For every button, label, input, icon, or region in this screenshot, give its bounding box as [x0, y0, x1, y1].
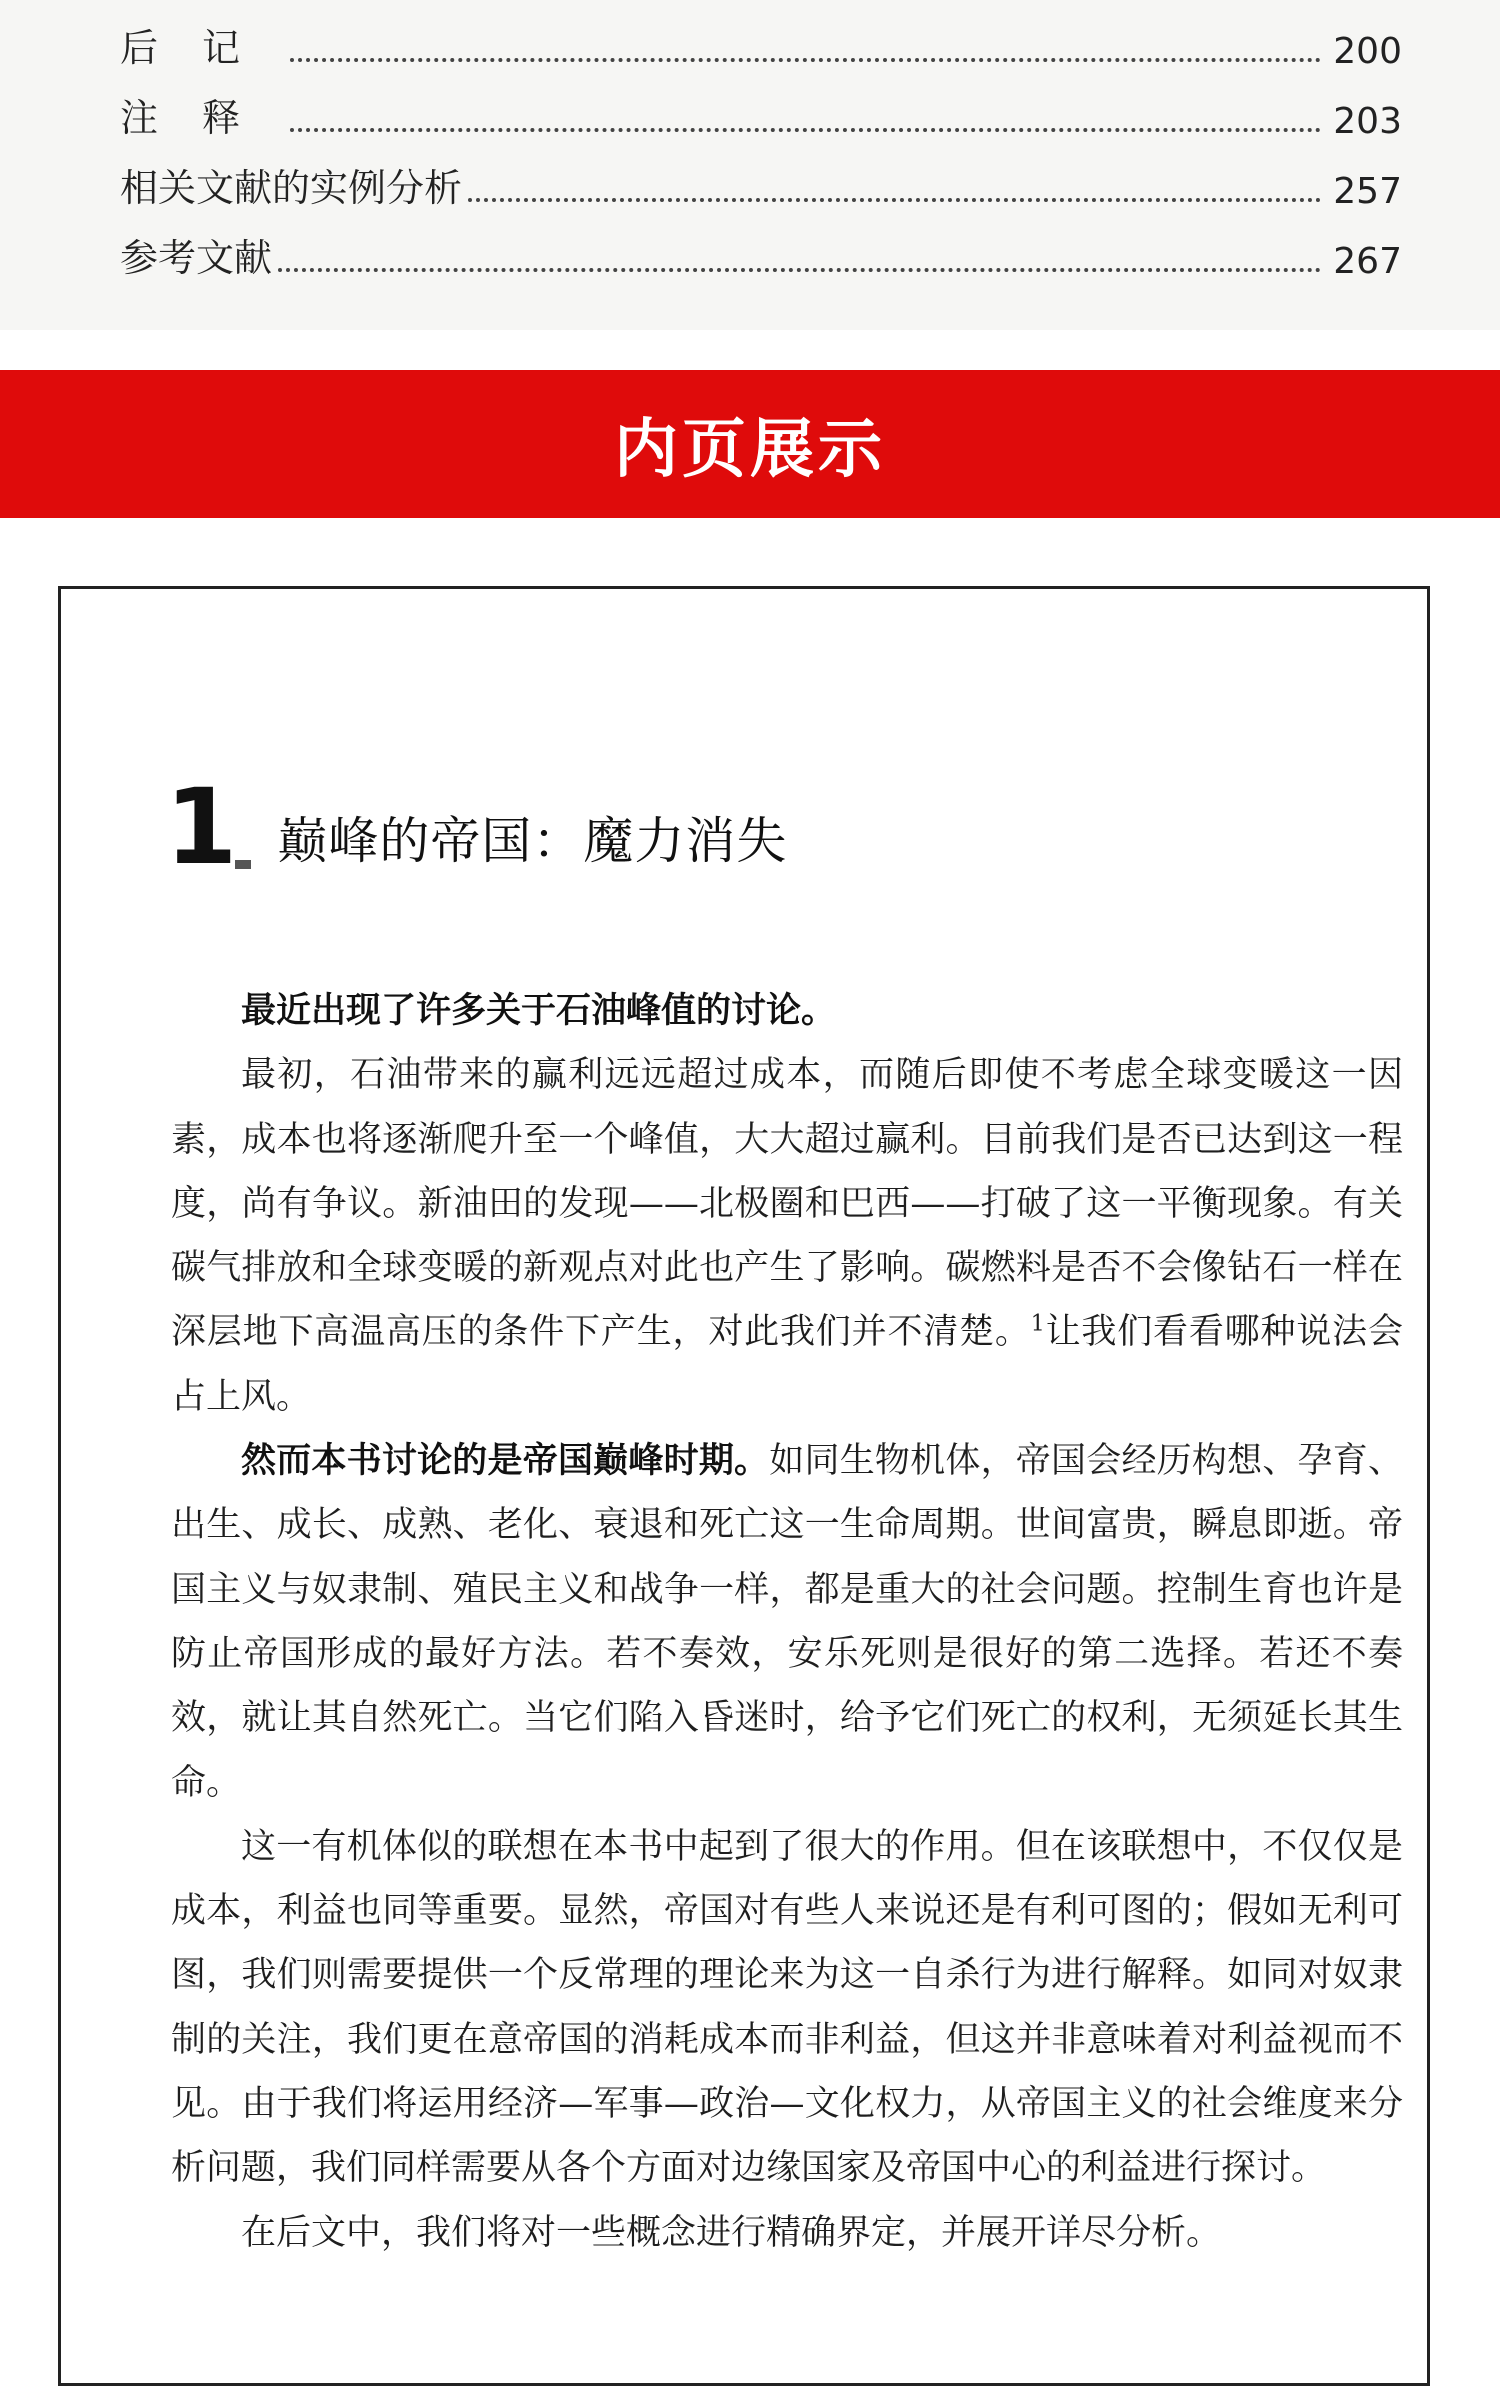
toc-entry [120, 82, 1402, 142]
toc-entry-page: 200 [1333, 31, 1402, 72]
toc-entry-title: 注释 [120, 96, 285, 140]
page-body [171, 979, 1403, 2265]
chapter-heading [165, 766, 788, 888]
toc-entry-page: 267 [1333, 241, 1402, 282]
paragraph [171, 979, 1403, 1043]
table-of-contents [0, 0, 1500, 330]
paragraph [171, 1815, 1403, 2201]
paragraph-text: 在后文中，我们将对一些概念进行精确界定，并展开详尽分析。 [241, 2212, 1222, 2253]
paragraph-lead: 最近出现了许多关于石油峰值的讨论。 [241, 990, 837, 1031]
toc-entry-page: 257 [1333, 171, 1402, 212]
toc-dot-leader [468, 198, 1321, 202]
toc-dot-leader [278, 268, 1321, 272]
toc-entry-page: 203 [1333, 101, 1402, 142]
paragraph [171, 2201, 1403, 2265]
chapter-number-mark [235, 860, 251, 869]
paragraph-lead: 然而本书讨论的是帝国巅峰时期。 [241, 1440, 770, 1482]
toc-dot-leader [290, 58, 1321, 62]
toc-entry [120, 222, 1402, 282]
toc-entry [120, 12, 1402, 72]
paragraph-text: 如同生物机体，帝国会经历构想、孕育、出生、成长、成熟、老化、衰退和死亡这一生命周期。世间富贵，瞬息即逝。帝国主义与奴隶制、殖民主义和战争一样，都是重大的社会问题。控制生育也许是防止帝国形成的最好方法。若不奏效，安乐死则是很好的第二选择。若还不奏效，就让其自然死亡。当它们陷入昏迷时，给予它们死亡的权利，无须延长其生命。 [171, 1441, 1403, 1803]
section-banner [0, 370, 1500, 518]
chapter-number: 1 [165, 766, 234, 888]
toc-entry-title: 后记 [120, 26, 285, 70]
toc-dot-leader [290, 128, 1321, 132]
footnote-marker: 1 [1030, 1311, 1045, 1337]
sample-page [58, 586, 1430, 2386]
paragraph-text: 这一有机体似的联想在本书中起到了很大的作用。但在该联想中，不仅仅是成本，利益也同等重要。显然，帝国对有些人来说还是有利可图的；假如无利可图，我们则需要提供一个反常理的理论来为这一自杀行为进行解释。如同对奴隶制的关注，我们更在意帝国的消耗成本而非利益，但这并非意味着对利益视而不见。由于我们将运用经济—军事—政治—文化权力，从帝国主义的社会维度来分析问题，我们同样需要从各个方面对边缘国家及帝国中心的利益进行探讨。 [171, 1826, 1403, 2189]
paragraph [171, 1429, 1403, 1815]
paragraph [171, 1043, 1403, 1429]
toc-entry-title: 参考文献 [120, 236, 273, 280]
paragraph-text: 让我们看看哪种说法会占上风。 [171, 1312, 1403, 1417]
banner-title: 内页展示 [614, 413, 886, 487]
toc-entry-title: 相关文献的实例分析 [120, 166, 463, 210]
paragraph-text: 最初，石油带来的赢利远远超过成本，而随后即使不考虑全球变暖这一因素，成本也将逐渐爬升至一个峰值，大大超过赢利。目前我们是否已达到这一程度，尚有争议。新油田的发现——北极圈和巴西——打破了这一平衡现象。有关碳气排放和全球变暖的新观点对此也产生了影响。碳燃料是否不会像钻石一样在深层地下高温高压的条件下产生，对此我们并不清楚。 [171, 1055, 1403, 1353]
toc-entry [120, 152, 1402, 212]
chapter-title: 巅峰的帝国：魔力消失 [277, 812, 788, 870]
